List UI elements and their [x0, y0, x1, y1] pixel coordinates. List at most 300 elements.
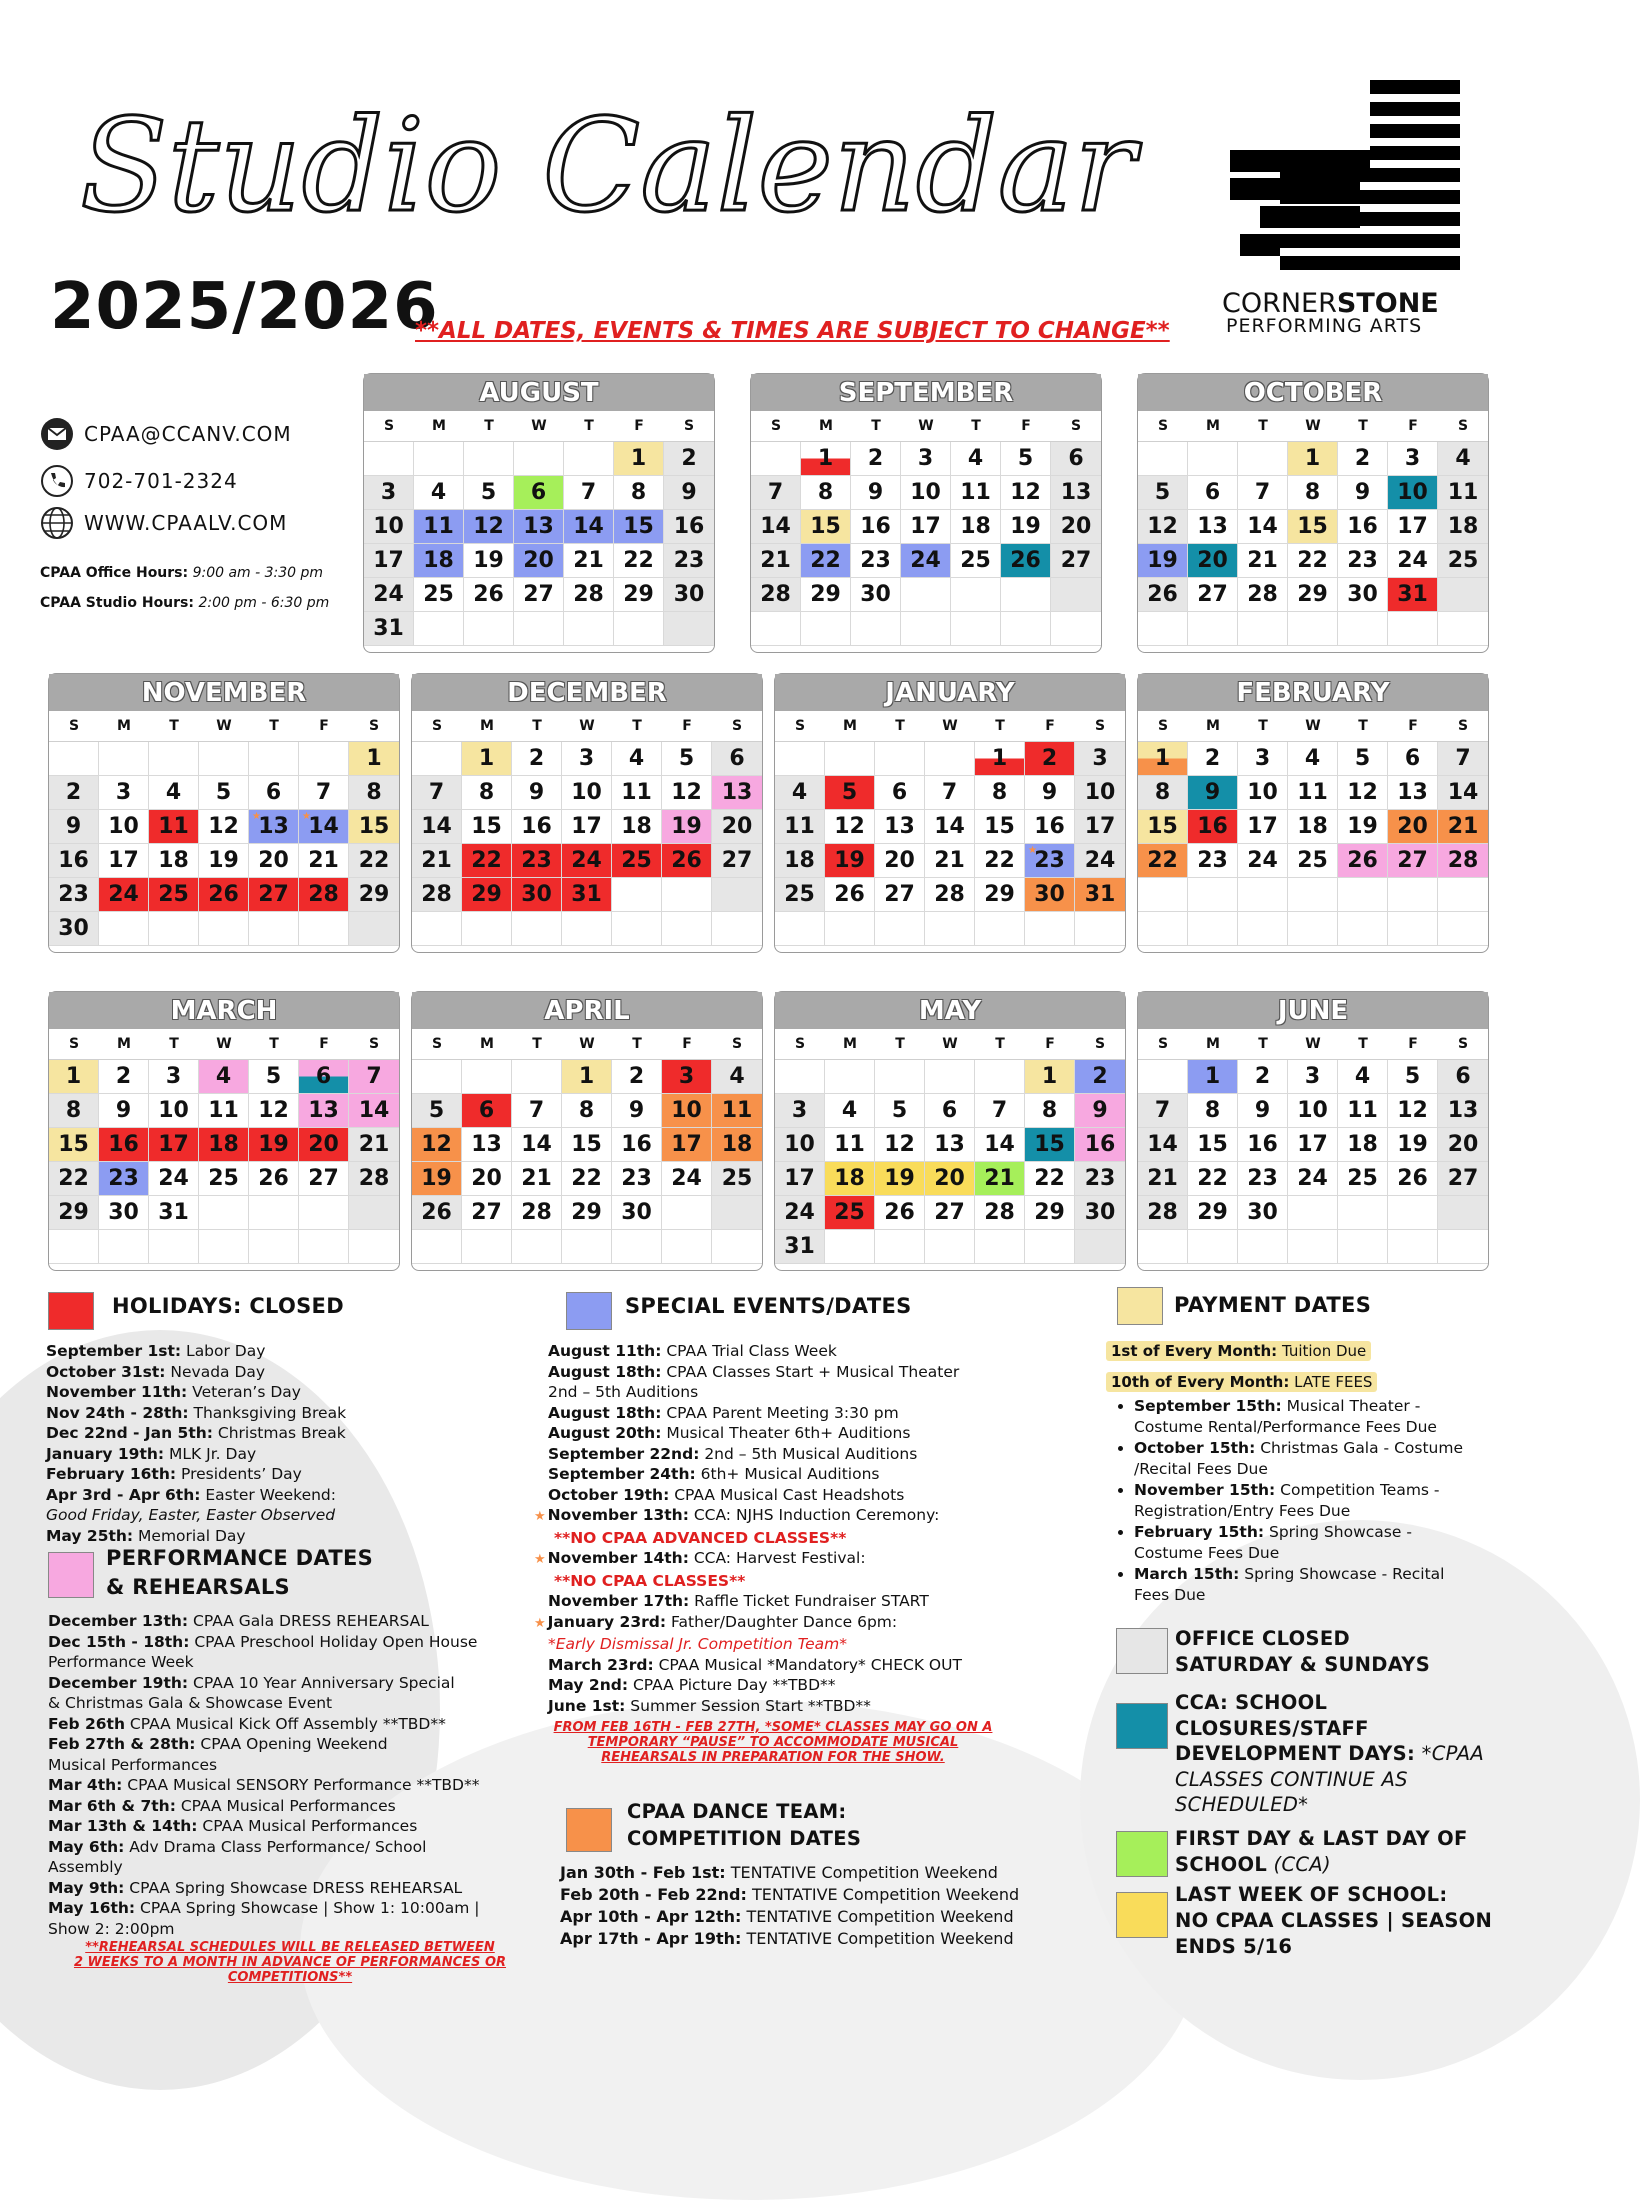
empty-cell: [751, 442, 801, 476]
day-cell: 7: [564, 476, 614, 510]
day-cell: 2: [1188, 742, 1238, 776]
day-cell: 7: [925, 776, 975, 810]
list-item: Feb 27th & 28th: CPAA Opening Weekend: [48, 1735, 388, 1753]
day-cell: 8: [562, 1094, 612, 1128]
last-week-legend: LAST WEEK OF SCHOOL: NO CPAA CLASSES | SEASON ENDS 5/16: [1175, 1883, 1493, 1958]
day-cell: 20: [712, 810, 762, 844]
day-cell: 24: [99, 878, 149, 912]
day-cell: 3: [1388, 442, 1438, 476]
day-cell: 23: [1075, 1162, 1125, 1196]
list-item: March 23rd: CPAA Musical *Mandatory* CHECK OUT: [548, 1655, 962, 1674]
weekday-label: F: [1045, 718, 1055, 734]
day-cell: 29: [1188, 1196, 1238, 1230]
day-cell: 4: [199, 1060, 249, 1094]
day-cell: 19: [199, 844, 249, 878]
list-item: 2nd – 5th Auditions: [548, 1383, 699, 1401]
weekday-label: F: [319, 718, 329, 734]
day-cell: 1: [975, 742, 1025, 776]
day-cell: 12: [1388, 1094, 1438, 1128]
office-closed-swatch: [1116, 1628, 1168, 1674]
weekday-label: T: [1358, 718, 1368, 734]
star-icon: ★: [1028, 845, 1037, 856]
brand-name: CORNERSTONE: [1222, 288, 1439, 319]
day-cell: 7: [1438, 742, 1488, 776]
office-hours: CPAA Office Hours: 9:00 am - 3:30 pm: [40, 565, 324, 581]
day-cell: 3: [1238, 742, 1288, 776]
empty-cell: [564, 612, 614, 646]
day-cell: 12: [662, 776, 712, 810]
day-cell: 14: [751, 510, 801, 544]
empty-cell: [1238, 612, 1288, 646]
empty-cell: [1188, 1230, 1238, 1264]
list-item: September 24th: 6th+ Musical Auditions: [548, 1465, 880, 1483]
day-cell: 18: [1338, 1128, 1388, 1162]
empty-cell: [712, 1230, 762, 1264]
day-cell: 19: [249, 1128, 299, 1162]
payment-swatch: [1117, 1287, 1163, 1325]
performance-list: [48, 1611, 568, 1939]
day-cell: 6: [462, 1094, 512, 1128]
day-cell: 14: [512, 1128, 562, 1162]
day-cell: 6: [925, 1094, 975, 1128]
empty-cell: [875, 1230, 925, 1264]
empty-cell: [1438, 912, 1488, 946]
weekday-label: W: [579, 1036, 595, 1052]
month-march: [48, 991, 400, 1271]
last-week-swatch: [1116, 1892, 1168, 1938]
weekday-label: M: [480, 718, 494, 734]
empty-cell: [299, 742, 349, 776]
day-cell: 20: [1051, 510, 1101, 544]
day-cell: 2: [49, 776, 99, 810]
day-cell: 7: [299, 776, 349, 810]
performance-legend-title: PERFORMANCE DATES: [106, 1546, 374, 1570]
day-cell: 12: [464, 510, 514, 544]
empty-cell: [512, 1230, 562, 1264]
list-item: & Christmas Gala & Showcase Event: [48, 1694, 333, 1712]
day-cell: 10: [1388, 476, 1438, 510]
list-item: ★ January 23rd: Father/Daughter Dance 6pm:: [534, 1612, 898, 1631]
empty-cell: [562, 1230, 612, 1264]
empty-cell: [349, 912, 399, 946]
website-text[interactable]: WWW.CPAALV.COM: [84, 511, 288, 535]
day-cell: 16: [664, 510, 714, 544]
day-cell: 11: [712, 1094, 762, 1128]
day-cell: 19: [825, 844, 875, 878]
weekday-label: S: [794, 718, 806, 734]
empty-cell: [364, 442, 414, 476]
day-cell: 9: [1075, 1094, 1125, 1128]
day-cell: 21: [1438, 810, 1488, 844]
weekday-label: T: [584, 418, 594, 434]
weekday-label: M: [843, 718, 857, 734]
empty-cell: [1238, 912, 1288, 946]
day-cell: 16: [512, 810, 562, 844]
list-item: Mar 6th & 7th: CPAA Musical Performances: [48, 1796, 396, 1815]
day-cell: 2: [1075, 1060, 1125, 1094]
list-item: • February 15th: Spring Showcase - Costume Fees Due: [1134, 1522, 1534, 1564]
day-cell: 7: [975, 1094, 1025, 1128]
empty-cell: [1138, 442, 1188, 476]
day-cell: 22: [614, 544, 664, 578]
empty-cell: [1338, 1196, 1388, 1230]
day-cell: 25: [414, 578, 464, 612]
day-cell: 26: [199, 878, 249, 912]
day-cell: 26: [1138, 578, 1188, 612]
weekday-label: W: [1305, 1036, 1321, 1052]
day-cell: 28: [412, 878, 462, 912]
list-item: December 19th: CPAA 10 Year Anniversary Special: [48, 1673, 455, 1692]
day-cell: 9: [1188, 776, 1238, 810]
list-item: Mar 13th & 14th: CPAA Musical Performances: [48, 1817, 418, 1835]
day-cell: 21: [512, 1162, 562, 1196]
day-cell: 5: [1338, 742, 1388, 776]
day-cell: 2: [512, 742, 562, 776]
day-cell: 13: [712, 776, 762, 810]
weekday-label: T: [895, 718, 905, 734]
empty-cell: [1438, 878, 1488, 912]
day-cell: 31: [364, 612, 414, 646]
day-cell: 28: [1438, 844, 1488, 878]
day-cell: 4: [414, 476, 464, 510]
day-cell: 23 ★: [1025, 844, 1075, 878]
day-cell: 29: [1288, 578, 1338, 612]
day-cell: 30: [1338, 578, 1388, 612]
empty-cell: [249, 912, 299, 946]
empty-cell: [901, 612, 951, 646]
day-cell: 18: [414, 544, 464, 578]
disclaimer: **ALL DATES, EVENTS & TIMES ARE SUBJECT TO CHANGE**: [415, 318, 1170, 344]
weekday-header: [1138, 411, 1488, 441]
performance-legend-title-2: & REHEARSALS: [106, 1575, 290, 1599]
day-cell: 23: [1188, 844, 1238, 878]
day-cell: 19: [875, 1162, 925, 1196]
weekday-label: F: [1408, 718, 1418, 734]
special-list: [534, 1341, 1068, 1716]
day-cell: 14: [349, 1094, 399, 1128]
day-cell: 16: [612, 1128, 662, 1162]
weekday-label: M: [117, 1036, 131, 1052]
day-cell: 18: [775, 844, 825, 878]
list-item: May 9th: CPAA Spring Showcase DRESS REHEARSAL: [48, 1878, 463, 1897]
day-cell: 31: [775, 1230, 825, 1264]
day-cell: 21: [1138, 1162, 1188, 1196]
weekday-label: T: [532, 718, 542, 734]
empty-cell: [612, 878, 662, 912]
weekday-label: W: [1305, 418, 1321, 434]
day-cell: 19: [412, 1162, 462, 1196]
day-cell: 22: [801, 544, 851, 578]
list-item: Apr 3rd - Apr 6th: Easter Weekend:: [46, 1485, 336, 1504]
competition-swatch: [566, 1808, 612, 1852]
studio-hours: CPAA Studio Hours: 2:00 pm - 6:30 pm: [40, 595, 330, 611]
list-item: ★ November 14th: CCA: Harvest Festival:: [534, 1549, 866, 1567]
day-cell: 25: [1338, 1162, 1388, 1196]
empty-cell: [199, 912, 249, 946]
empty-cell: [49, 1230, 99, 1264]
weekday-label: T: [971, 418, 981, 434]
weekday-label: S: [683, 418, 695, 434]
day-cell: 27: [249, 878, 299, 912]
empty-cell: [1438, 1230, 1488, 1264]
month-june: [1137, 991, 1489, 1271]
weekday-label: F: [682, 1036, 692, 1052]
list-item: • March 15th: Spring Showcase - Recital Fees Due: [1134, 1564, 1534, 1606]
month-title: JANUARY: [775, 674, 1125, 711]
month-title: MARCH: [49, 992, 399, 1029]
day-cell: 8: [1288, 476, 1338, 510]
day-cell: 30: [49, 912, 99, 946]
empty-cell: [662, 1196, 712, 1230]
weekday-label: S: [1457, 418, 1469, 434]
day-cell: 19: [1388, 1128, 1438, 1162]
empty-cell: [414, 442, 464, 476]
day-cell: 3: [562, 742, 612, 776]
day-cell: 24: [775, 1196, 825, 1230]
day-cell: 31: [562, 878, 612, 912]
empty-cell: [1238, 878, 1288, 912]
day-cell: 6: [1438, 1060, 1488, 1094]
day-cell: 5: [1001, 442, 1051, 476]
day-cell: 3: [1288, 1060, 1338, 1094]
empty-cell: [662, 912, 712, 946]
day-cell: 3: [775, 1094, 825, 1128]
day-cell: 18: [199, 1128, 249, 1162]
list-item: May 6th: Adv Drama Class Performance/ School: [48, 1837, 427, 1856]
empty-cell: [199, 742, 249, 776]
weekday-header: [1138, 1029, 1488, 1059]
empty-cell: [1288, 1196, 1338, 1230]
day-cell: 30: [99, 1196, 149, 1230]
day-cell: 22: [1288, 544, 1338, 578]
email-text[interactable]: CPAA@CCANV.COM: [84, 422, 292, 446]
competition-legend-title-2: COMPETITION DATES: [627, 1827, 862, 1850]
day-cell: 17: [1075, 810, 1125, 844]
day-cell: 1: [349, 742, 399, 776]
weekday-header: [412, 711, 762, 741]
day-cell: 25: [612, 844, 662, 878]
day-cell: 9: [99, 1094, 149, 1128]
list-item: Mar 4th: CPAA Musical SENSORY Performance **TBD**: [48, 1776, 480, 1794]
office-closed-legend: OFFICE CLOSED SATURDAY & SUNDAYS: [1175, 1627, 1431, 1676]
list-item: November 17th: Raffle Ticket Fundraiser START: [548, 1592, 929, 1610]
day-grid: [412, 1059, 762, 1264]
weekday-label: M: [819, 418, 833, 434]
day-cell: 23: [49, 878, 99, 912]
empty-cell: [562, 912, 612, 946]
day-cell: 30: [1075, 1196, 1125, 1230]
day-cell: 6: [299, 1060, 349, 1094]
day-cell: 30: [851, 578, 901, 612]
day-cell: 22: [349, 844, 399, 878]
empty-cell: [614, 612, 664, 646]
weekday-label: S: [1457, 1036, 1469, 1052]
day-cell: 12: [412, 1128, 462, 1162]
day-cell: 19: [464, 544, 514, 578]
empty-cell: [412, 1060, 462, 1094]
month-september: [750, 373, 1102, 653]
day-cell: 16: [1025, 810, 1075, 844]
day-cell: 5: [249, 1060, 299, 1094]
day-cell: 14: [1238, 510, 1288, 544]
day-cell: 12: [875, 1128, 925, 1162]
weekday-header: [751, 411, 1101, 441]
day-cell: 28: [512, 1196, 562, 1230]
empty-cell: [712, 878, 762, 912]
empty-cell: [412, 742, 462, 776]
month-title: SEPTEMBER: [751, 374, 1101, 411]
day-cell: 23: [512, 844, 562, 878]
empty-cell: [612, 1230, 662, 1264]
list-item: • October 15th: Christmas Gala - Costume /Recital Fees Due: [1134, 1438, 1534, 1480]
day-cell: 20: [925, 1162, 975, 1196]
day-cell: 10: [662, 1094, 712, 1128]
day-cell: 17: [662, 1128, 712, 1162]
cornerstone-logo: [1220, 80, 1460, 290]
list-item: October 19th: CPAA Musical Cast Headshots: [548, 1485, 905, 1504]
day-cell: 4: [1288, 742, 1338, 776]
empty-cell: [1001, 578, 1051, 612]
day-cell: 27: [1188, 578, 1238, 612]
day-cell: 30: [1238, 1196, 1288, 1230]
day-cell: 9: [851, 476, 901, 510]
day-cell: 5: [1138, 476, 1188, 510]
empty-cell: [412, 1230, 462, 1264]
weekday-label: T: [871, 418, 881, 434]
list-item: May 25th: Memorial Day: [46, 1526, 246, 1545]
day-cell: 27: [1388, 844, 1438, 878]
weekday-label: S: [1157, 418, 1169, 434]
list-item: **NO CPAA CLASSES**: [554, 1571, 746, 1590]
day-cell: 27: [299, 1162, 349, 1196]
day-cell: 29: [975, 878, 1025, 912]
day-cell: 30: [1025, 878, 1075, 912]
empty-cell: [1001, 612, 1051, 646]
day-cell: 13: [1051, 476, 1101, 510]
list-item: February 16th: Presidents’ Day: [46, 1465, 302, 1483]
day-cell: 24: [1238, 844, 1288, 878]
empty-cell: [875, 1060, 925, 1094]
empty-cell: [249, 742, 299, 776]
day-cell: 21: [412, 844, 462, 878]
day-cell: 16: [1188, 810, 1238, 844]
list-item: • September 15th: Musical Theater - Costume Rental/Performance Fees Due: [1134, 1396, 1534, 1438]
weekday-label: M: [1206, 418, 1220, 434]
day-grid: [1138, 741, 1488, 946]
page-title-script: [70, 40, 1135, 270]
day-cell: 24: [364, 578, 414, 612]
weekday-label: S: [368, 1036, 380, 1052]
day-cell: 1: [614, 442, 664, 476]
list-item: Apr 17th - Apr 19th: TENTATIVE Competition Weekend: [560, 1929, 1014, 1948]
star-icon: ★: [534, 1615, 546, 1631]
empty-cell: [825, 742, 875, 776]
empty-cell: [825, 912, 875, 946]
list-item: September 22nd: 2nd – 5th Musical Auditions: [548, 1444, 918, 1463]
performance-swatch: [48, 1552, 94, 1598]
day-cell: 8: [1138, 776, 1188, 810]
day-cell: 24: [562, 844, 612, 878]
day-cell: 11: [1438, 476, 1488, 510]
list-item: Feb 20th - Feb 22nd: TENTATIVE Competition Weekend: [560, 1885, 1020, 1904]
day-cell: 20: [1388, 810, 1438, 844]
weekday-label: F: [1408, 418, 1418, 434]
list-item: August 18th: CPAA Classes Start + Musical Theater: [548, 1362, 960, 1381]
day-cell: 26: [464, 578, 514, 612]
weekday-label: W: [216, 1036, 232, 1052]
list-item: • November 15th: Competition Teams - Registration/Entry Fees Due: [1134, 1480, 1534, 1522]
weekday-label: T: [1258, 718, 1268, 734]
day-cell: 11: [149, 810, 199, 844]
day-cell: 25: [199, 1162, 249, 1196]
weekday-label: T: [1258, 1036, 1268, 1052]
empty-cell: [1388, 612, 1438, 646]
empty-cell: [199, 1196, 249, 1230]
day-cell: 17: [149, 1128, 199, 1162]
day-cell: 3: [662, 1060, 712, 1094]
empty-cell: [825, 1230, 875, 1264]
weekday-label: T: [995, 718, 1005, 734]
empty-cell: [1138, 1060, 1188, 1094]
weekday-label: W: [942, 718, 958, 734]
empty-cell: [349, 1196, 399, 1230]
payment-legend-title: PAYMENT DATES: [1174, 1293, 1372, 1317]
empty-cell: [1075, 912, 1125, 946]
day-cell: 10: [1075, 776, 1125, 810]
day-cell: 15: [462, 810, 512, 844]
day-cell: 28: [925, 878, 975, 912]
weekday-label: T: [1358, 418, 1368, 434]
empty-cell: [1188, 912, 1238, 946]
day-cell: 10: [562, 776, 612, 810]
month-november: [48, 673, 400, 953]
day-cell: 8: [801, 476, 851, 510]
day-cell: 8: [1188, 1094, 1238, 1128]
weekday-label: S: [1070, 418, 1082, 434]
month-title: APRIL: [412, 992, 762, 1029]
empty-cell: [875, 912, 925, 946]
day-grid: [775, 1059, 1125, 1264]
day-cell: 10: [901, 476, 951, 510]
empty-cell: [1388, 1230, 1438, 1264]
day-cell: 22: [49, 1162, 99, 1196]
day-cell: 25: [825, 1196, 875, 1230]
day-cell: 30: [512, 878, 562, 912]
empty-cell: [775, 1060, 825, 1094]
day-cell: 12: [199, 810, 249, 844]
weekday-header: [775, 1029, 1125, 1059]
month-title: OCTOBER: [1138, 374, 1488, 411]
day-cell: 13: [1388, 776, 1438, 810]
day-cell: 21: [299, 844, 349, 878]
special-swatch: [566, 1292, 612, 1330]
empty-cell: [1138, 878, 1188, 912]
day-cell: 28: [975, 1196, 1025, 1230]
day-grid: [1138, 1059, 1488, 1264]
day-cell: 4: [775, 776, 825, 810]
day-cell: 9: [1025, 776, 1075, 810]
day-cell: 16: [1238, 1128, 1288, 1162]
day-cell: 1: [1138, 742, 1188, 776]
day-cell: 13: [925, 1128, 975, 1162]
weekday-label: T: [995, 1036, 1005, 1052]
empty-cell: [1388, 912, 1438, 946]
empty-cell: [299, 1196, 349, 1230]
day-cell: 15: [1138, 810, 1188, 844]
phone-text[interactable]: 702-701-2324: [84, 469, 238, 493]
empty-cell: [1188, 878, 1238, 912]
day-cell: 4: [149, 776, 199, 810]
